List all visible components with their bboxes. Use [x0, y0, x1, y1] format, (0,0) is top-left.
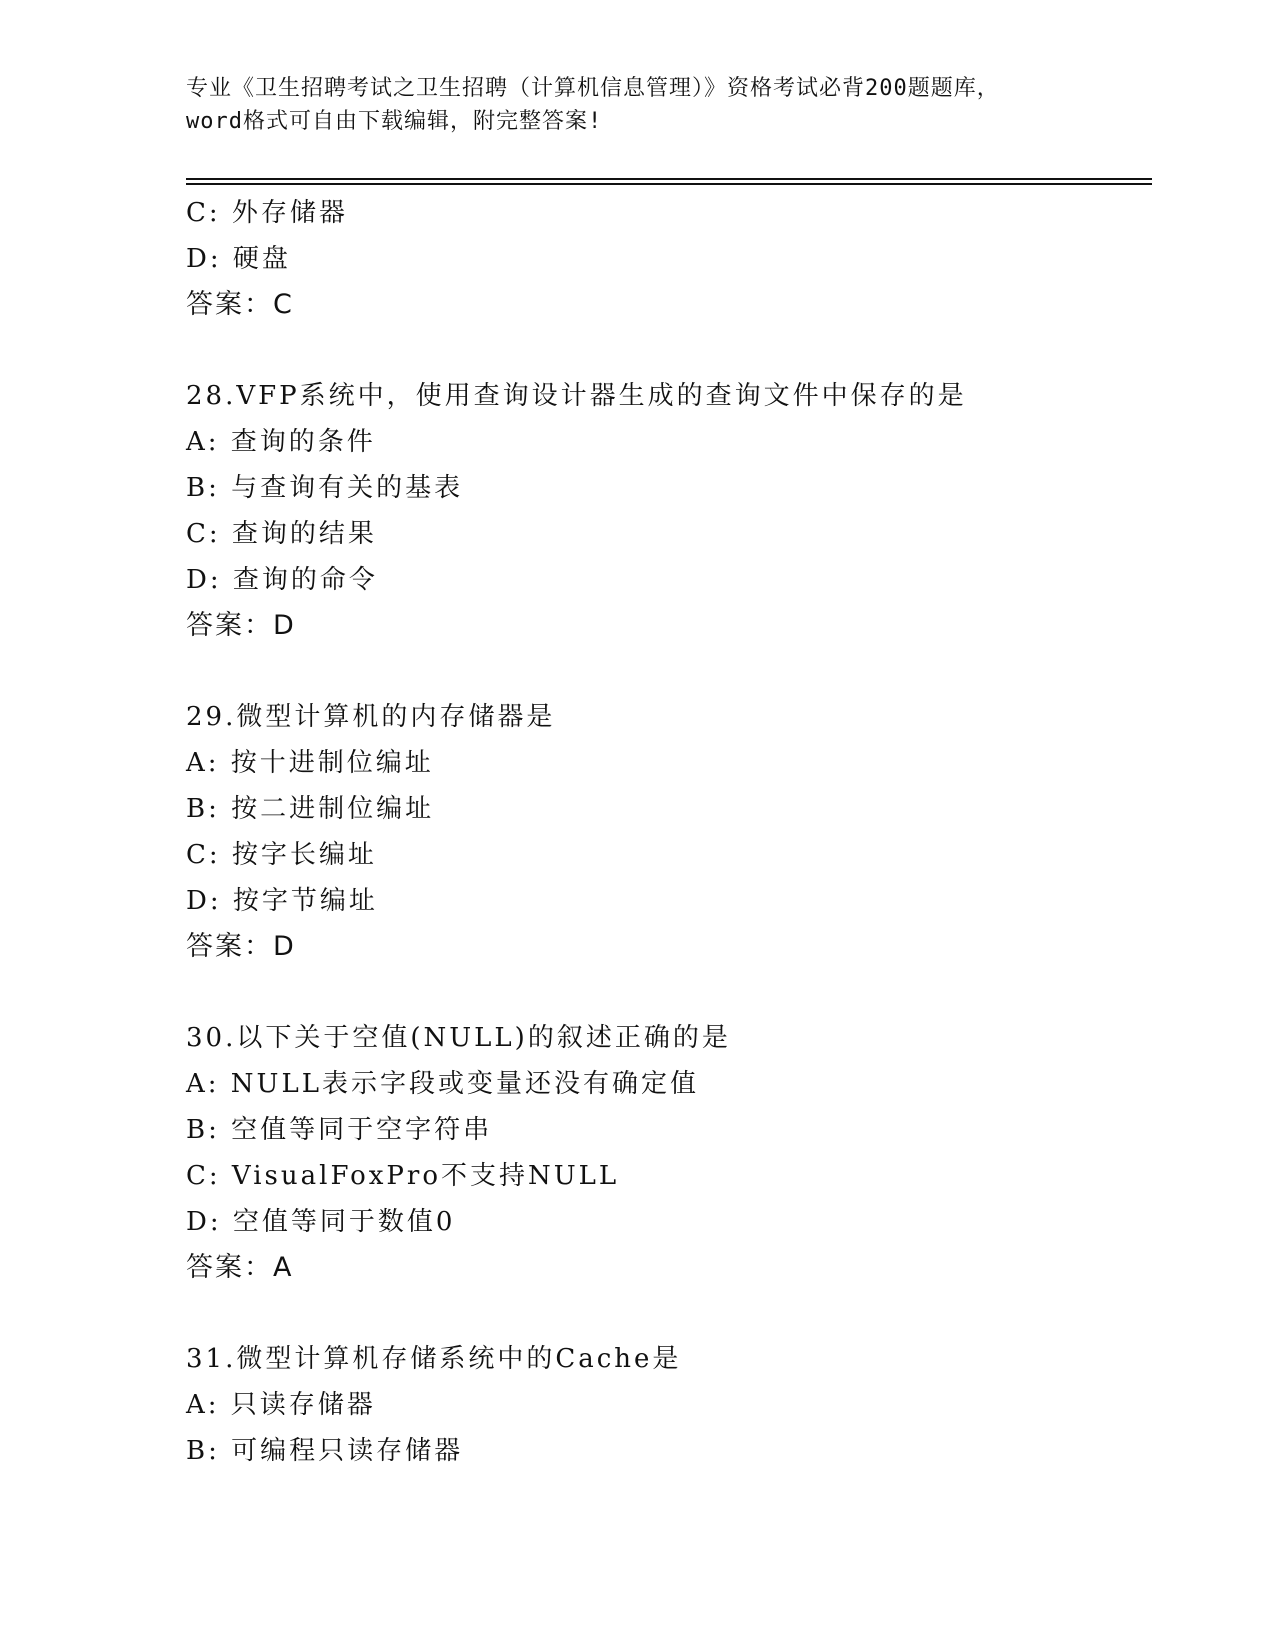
option-d: D: 硬盘: [186, 244, 291, 274]
option-a: A: 查询的条件: [186, 427, 376, 457]
document-header: [186, 72, 1086, 138]
option-c: C: 查询的结果: [186, 519, 377, 549]
option-a: A: NULL表示字段或变量还没有确定值: [186, 1069, 699, 1099]
answer-line: 答案：A: [186, 1252, 294, 1283]
spacer: [186, 1291, 1152, 1336]
header-title-line: 专业《卫生招聘考试之卫生招聘（计算机信息管理）》资格考试必背200题题库，: [186, 76, 1000, 101]
option-b: B: 可编程只读存储器: [186, 1436, 464, 1466]
option-d: D: 查询的命令: [186, 565, 378, 595]
option-a: A: 只读存储器: [186, 1390, 376, 1420]
option-b: B: 按二进制位编址: [186, 794, 435, 824]
answer-line: 答案：C: [186, 289, 294, 320]
spacer: [186, 970, 1152, 1015]
header-divider-bottom: [186, 183, 1152, 185]
question-stem-31: 31.微型计算机存储系统中的Cache是: [186, 1344, 682, 1374]
question-stem-30: 30.以下关于空值(NULL)的叙述正确的是: [186, 1023, 731, 1053]
spacer: [186, 328, 1152, 373]
answer-line: 答案：D: [186, 931, 296, 962]
answer-line: 答案：D: [186, 610, 296, 641]
header-divider-top: [186, 178, 1152, 180]
option-c: C: 按字长编址: [186, 840, 377, 870]
option-d: D: 按字节编址: [186, 886, 378, 916]
option-a: A: 按十进制位编址: [186, 748, 434, 778]
option-b: B: 空值等同于空字符串: [186, 1115, 493, 1145]
option-b: B: 与查询有关的基表: [186, 473, 464, 503]
option-d: D: 空值等同于数值0: [186, 1207, 456, 1237]
spacer: [186, 649, 1152, 694]
question-list: [186, 190, 1152, 1474]
option-c: C: 外存储器: [186, 198, 348, 228]
header-subtitle-line: word格式可自由下载编辑，附完整答案!: [186, 109, 603, 134]
question-stem-28: 28.VFP系统中，使用查询设计器生成的查询文件中保存的是: [186, 381, 967, 411]
question-stem-29: 29.微型计算机的内存储器是: [186, 702, 556, 732]
option-c: C: VisualFoxPro不支持NULL: [186, 1161, 620, 1191]
